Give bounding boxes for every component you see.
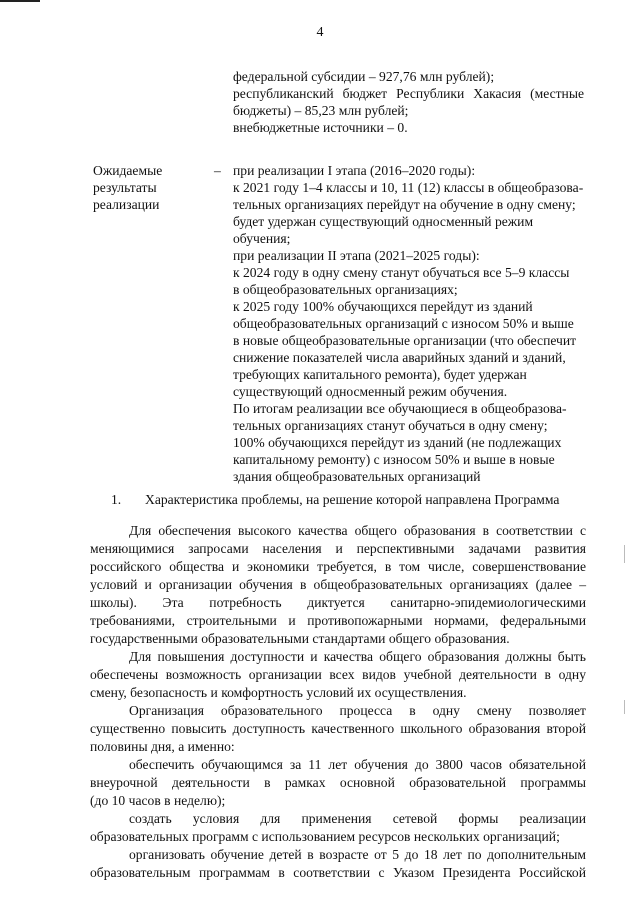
- body-line: российского общества и экономики требуется, в том числе, совершенствование: [90, 559, 586, 574]
- body-line: условий и организации обучения в общеобразовательных организациях (далее –: [90, 577, 586, 592]
- label-line: реализации: [93, 197, 160, 212]
- result-line: при реализации II этапа (2021–2025 годы):: [233, 248, 480, 263]
- dash-separator: –: [214, 163, 221, 178]
- body-line: Организация образовательного процесса в одну смену позволяет: [129, 703, 586, 718]
- scan-edge-mark: [624, 700, 625, 714]
- result-line: снижение показателей числа аварийных зданий и зданий,: [233, 350, 566, 365]
- result-line: к 2025 году 100% обучающихся перейдут из зданий: [233, 299, 533, 314]
- scan-edge-mark: [624, 545, 625, 563]
- body-line: обеспечить обучающимся за 11 лет обучения до 3800 часов обязательной: [129, 757, 586, 772]
- funding-line: республиканский бюджет Республики Хакасия (местные: [233, 86, 584, 101]
- result-line: По итогам реализации все обучающиеся в общеобразова-: [233, 401, 567, 416]
- result-line: в общеобразовательных организациях;: [233, 282, 458, 297]
- body-line: государственными образовательными стандартами общего образования.: [90, 631, 510, 646]
- label-line: Ожидаемые: [93, 163, 163, 178]
- result-line: 100% обучающихся перейдут из зданий (не подлежащих: [233, 435, 562, 450]
- result-line: в новые общеобразовательные организации (что обеспечит: [233, 333, 577, 348]
- page-number: 4: [316, 25, 324, 40]
- body-line: Для повышения доступности и качества общего образования должны быть: [129, 649, 586, 664]
- expected-results-label: [93, 162, 162, 213]
- body-line: обеспечены возможность организации всех видов учебной деятельности в одну: [90, 667, 586, 682]
- funding-line: внебюджетные источники – 0.: [233, 120, 408, 135]
- body-line: образовательным программам в соответствии с Указом Президента Российской: [90, 865, 586, 880]
- body-line: (до 10 часов в неделю);: [90, 793, 226, 808]
- top-edge-mark: [0, 0, 40, 2]
- body-line: образовательных программ с использованием ресурсов нескольких организаций;: [90, 829, 560, 844]
- body-line: половины дня, а именно:: [90, 739, 235, 754]
- body-line: существенно повысить доступность качественного школьного образования второй: [90, 721, 586, 736]
- result-line: к 2021 году 1–4 классы и 10, 11 (12) классы в общеобразова-: [233, 180, 584, 195]
- body-line: Для обеспечения высокого качества общего образования в соответствии с: [129, 523, 586, 538]
- result-line: будет удержан существующий односменный режим: [233, 214, 534, 229]
- body-line: требованиями, строительными и противопожарными нормами, федеральными: [90, 613, 586, 628]
- result-line: здания общеобразовательных организаций: [233, 469, 481, 484]
- label-line: результаты: [93, 180, 157, 195]
- result-line: капитальному ремонту) с износом 50% и выше в новые: [233, 452, 555, 467]
- body-line: школы). Эта потребность диктуется санитарно-эпидемиологическими: [90, 595, 586, 610]
- body-line: меняющимися запросами населения и перспективными задачами развития: [90, 541, 586, 556]
- result-line: при реализации I этапа (2016–2020 годы):: [233, 163, 476, 178]
- result-line: тельных организациях перейдут на обучение в одну смену;: [233, 197, 576, 212]
- body-line: организовать обучение детей в возрасте от 5 до 18 лет по дополнительным: [129, 847, 586, 862]
- result-line: тельных организациях станут обучаться в одну смену;: [233, 418, 548, 433]
- body-line: смену, безопасность и комфортность условий их осуществления.: [90, 685, 467, 700]
- section-number: 1.: [111, 492, 122, 507]
- section-title: Характеристика проблемы, на решение которой направлена Программа: [145, 492, 560, 507]
- funding-line: бюджеты) – 85,23 млн рублей;: [233, 103, 409, 118]
- body-line: создать условия для применения сетевой формы реализации: [129, 811, 586, 826]
- result-line: обучения;: [233, 231, 291, 246]
- result-line: существующий односменный режим обучения.: [233, 384, 508, 399]
- body-line: внеурочной деятельности в рамках основной образовательной программы: [90, 775, 586, 790]
- result-line: к 2024 году в одну смену станут обучаться все 5–9 классы: [233, 265, 570, 280]
- result-line: требующих капитального ремонта), будет удержан: [233, 367, 527, 382]
- funding-line: федеральной субсидии – 927,76 млн рублей);: [233, 69, 495, 84]
- result-line: общеобразовательных организаций с износом 50% и выше: [233, 316, 574, 331]
